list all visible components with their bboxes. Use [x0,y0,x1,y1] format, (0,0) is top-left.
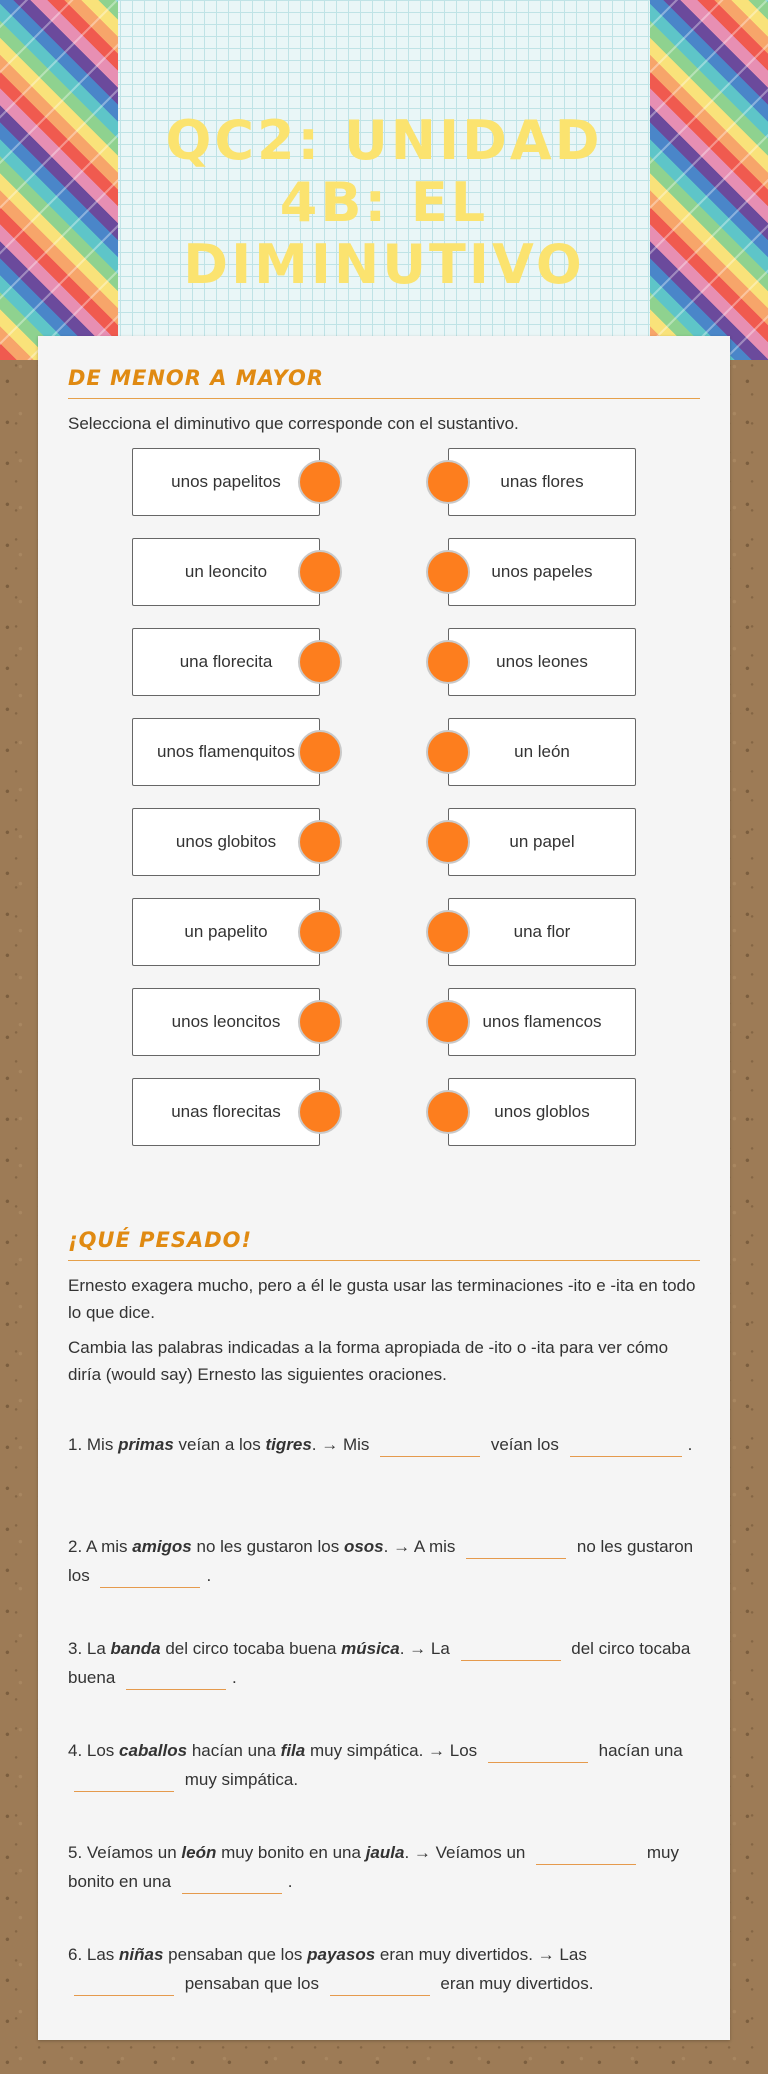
exercise-4: 4. Los caballos hacían una fila muy simpática. → Los hacían una muy simpática. [68,1736,700,1794]
match-dot-left-7[interactable] [298,1000,342,1044]
match-left-3[interactable]: una florecita [132,628,320,696]
exercise-1: 1. Mis primas veían a los tigres. → Mis veían los . [68,1430,700,1459]
match-dot-left-3[interactable] [298,640,342,684]
match-right-3[interactable]: unos leones [448,628,636,696]
answer-input-4a[interactable] [488,1741,588,1763]
match-dot-right-8[interactable] [426,1090,470,1134]
match-right-2[interactable]: unos papeles [448,538,636,606]
answer-input-5a[interactable] [536,1843,636,1865]
answer-input-1a[interactable] [380,1435,480,1457]
match-dot-right-6[interactable] [426,910,470,954]
section-title-fill-in: ¡QUÉ PESADO! [68,1228,700,1261]
match-dot-right-2[interactable] [426,550,470,594]
match-left-1[interactable]: unos papelitos [132,448,320,516]
answer-input-6b[interactable] [330,1974,430,1996]
match-dot-right-3[interactable] [426,640,470,684]
match-dot-left-8[interactable] [298,1090,342,1134]
match-dot-left-4[interactable] [298,730,342,774]
match-dot-left-6[interactable] [298,910,342,954]
match-right-8[interactable]: unos globlos [448,1078,636,1146]
section-title-matching: DE MENOR A MAYOR [68,366,700,399]
match-dot-right-5[interactable] [426,820,470,864]
match-left-5[interactable]: unos globitos [132,808,320,876]
exercise-6: 6. Las niñas pensaban que los payasos eran muy divertidos. → Las pensaban que los eran muy divertidos. [68,1940,700,1998]
match-dot-left-2[interactable] [298,550,342,594]
answer-input-6a[interactable] [74,1974,174,1996]
match-dot-right-4[interactable] [426,730,470,774]
match-right-1[interactable]: unas flores [448,448,636,516]
exercise-5: 5. Veíamos un león muy bonito en una jaula. → Veíamos un muy bonito en una . [68,1838,700,1896]
header-banner [0,0,768,360]
match-right-7[interactable]: unos flamencos [448,988,636,1056]
chevron-pattern-right [650,0,768,360]
match-right-4[interactable]: un león [448,718,636,786]
page-title: QC2: UNIDAD 4B: EL DIMINUTIVO [165,109,603,296]
exercise-2: 2. A mis amigos no les gustaron los osos. → A mis no les gustaron los . [68,1532,700,1590]
fill-in-intro-1: Ernesto exagera mucho, pero a él le gusta usar las terminaciones -ito e -ita en todo lo que dice. [68,1276,696,1322]
matching-instructions: Selecciona el diminutivo que corresponde con el sustantivo. [68,414,519,433]
answer-input-3a[interactable] [461,1639,561,1661]
answer-input-2a[interactable] [466,1537,566,1559]
match-left-6[interactable]: un papelito [132,898,320,966]
match-dot-left-5[interactable] [298,820,342,864]
answer-input-5b[interactable] [182,1872,282,1894]
answer-input-3b[interactable] [126,1668,226,1690]
match-dot-right-1[interactable] [426,460,470,504]
match-left-2[interactable]: un leoncito [132,538,320,606]
answer-input-4b[interactable] [74,1770,174,1792]
match-left-7[interactable]: unos leoncitos [132,988,320,1056]
fill-in-intro-2: Cambia las palabras indicadas a la forma apropiada de -ito o -ita para ver cómo diría (would say) Ernesto las siguientes oraciones. [68,1338,669,1384]
match-left-8[interactable]: unas florecitas [132,1078,320,1146]
worksheet-card [38,336,730,2040]
match-dot-right-7[interactable] [426,1000,470,1044]
exercise-3: 3. La banda del circo tocaba buena música. → La del circo tocaba buena . [68,1634,700,1692]
match-dot-left-1[interactable] [298,460,342,504]
answer-input-2b[interactable] [100,1566,200,1588]
match-right-5[interactable]: un papel [448,808,636,876]
chevron-pattern-left [0,0,118,360]
match-right-6[interactable]: una flor [448,898,636,966]
match-left-4[interactable]: unos flamenquitos [132,718,320,786]
answer-input-1b[interactable] [570,1435,682,1457]
